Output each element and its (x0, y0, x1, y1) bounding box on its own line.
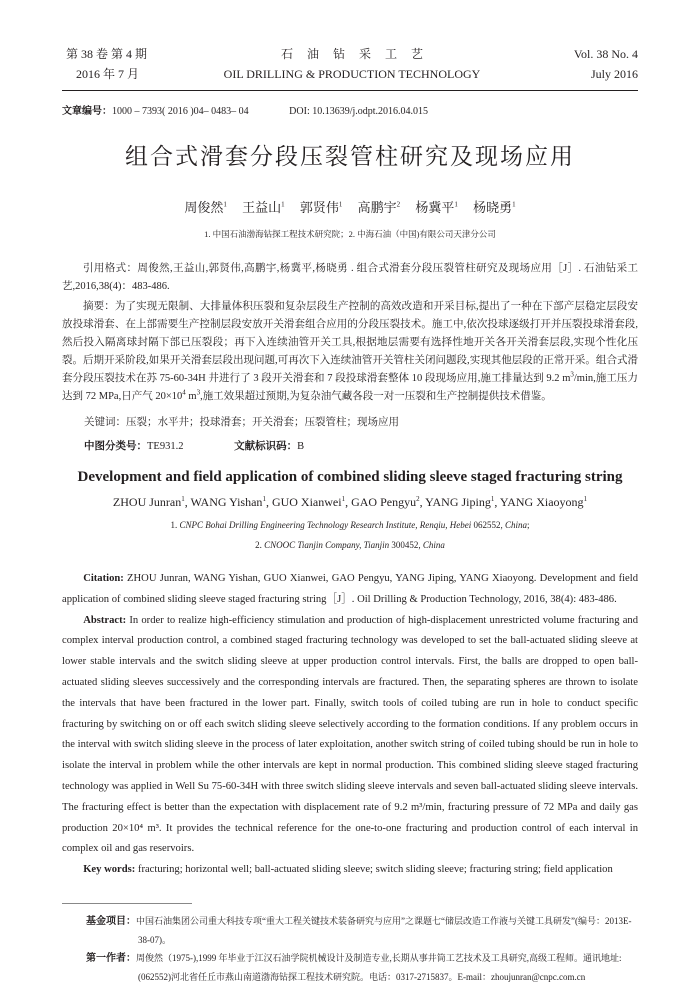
volume-issue-en: Vol. 38 No. 4 (573, 47, 638, 61)
citation-en-text: ZHOU Junran, WANG Yishan, GUO Xianwei, GAO Pengyu, YANG Jiping, YANG Xiaoyong. Development and field application of combined sliding sleeve staged fracturing string［J］. Oil Drilling & Production Technology, 2016, 38(4): 483-486. (62, 573, 638, 605)
journal-name-en: OIL DRILLING & PRODUCTION TECHNOLOGY (223, 67, 481, 81)
author-en: ZHOU Junran$^1$, (112, 495, 191, 509)
article-no-label: 文章编号： (62, 106, 112, 117)
citation-cn-text: 周俊然,王益山,郭贤伟,高鹏宇,杨冀平,杨晓勇 . 组合式滑套分段压裂管柱研究及现场应用［J］. 石油钻采工艺,2016,38(4)：483-486. (62, 263, 639, 292)
authors-cn (62, 199, 638, 217)
clc-label: 中图分类号： (84, 440, 147, 452)
author-cn: 周俊然$^1$ (184, 200, 227, 215)
title-cn: 组合式滑套分段压裂管柱研究及现场应用 (125, 144, 575, 170)
citation-en (62, 569, 638, 611)
abstract-cn: 摘要：为了实现无限制、大排量体积压裂和复杂层段生产控制的高效改造和开采目标,提出了一种在下部产层稳定层段安放投球滑套、在上部需要生产控制层段安放开关滑套组合应用的分段压裂技术。施工中,依次投球逐级打开并压裂投球滑套段,然后投入隔离球封隔下部已压裂段；再下入连续油管开关工具,根据地层需要有选择性地开关各开关滑套层段,实现个性化压裂。后期开采阶段,如果开关滑套层段出现问题,可再次下入连续油管开关管柱关闭问题段,实现其他层段的正常开采。组合式滑套分段压裂技术在苏 75-60-34H 井进行了 3 段开关滑套和 7 段投球滑套整体 10 段现场应用,施工排量达到 9.2 $m^3/\min$,施工压力达到 72 MPa,日产气 $20\times 10^4$ $m^3$,施工效果超过预期,为复杂油气藏各段一对一压裂和生产控制提供技术借鉴。 (62, 301, 639, 402)
running-header (62, 44, 638, 84)
citation-en-label: Citation: (83, 573, 124, 584)
date-en: July 2016 (590, 67, 638, 81)
affiliation-en-2: 2. CNOOC Tianjin Company, Tianjin 300452, China (255, 540, 445, 550)
author-cn: 高鹏宇$^2$ (357, 200, 401, 215)
affiliation-en-1: 1. CNPC Bohai Drilling Engineering Technology Research Institute, Renqiu, Hebei 062552, China; (170, 520, 530, 530)
classification (62, 438, 638, 455)
keywords-en (62, 860, 638, 881)
author-en: GAO Pengyu$^2$, (351, 495, 426, 509)
citation-cn-label: 引用格式： (83, 262, 138, 274)
footnote-rule (62, 903, 192, 904)
footnote-first-author (86, 949, 638, 986)
volume-issue-cn: 第 38 卷 第 4 期 (66, 47, 148, 61)
article-no: 1000 – 7393( 2016 )04– 0483– 04 (112, 106, 249, 117)
header-rule (62, 90, 638, 91)
clc-code: TE931.2 (147, 441, 184, 452)
journal-name-cn: 石油钻采工艺 (280, 47, 437, 61)
author-en: GUO Xianwei$^1$, (271, 495, 352, 509)
keywords-en-text: fracturing; horizontal well; ball-actuated sliding sleeve; switch sliding sleeve; fracturing string; field application (135, 864, 613, 876)
author-en: YANG Xiaoyong$^1$ (499, 495, 588, 509)
author-cn: 杨晓勇$^1$ (473, 200, 516, 215)
keywords-cn-text: 压裂；水平井；投球滑套；开关滑套；压裂管柱；现场应用 (126, 416, 399, 428)
abstract-en (62, 611, 638, 861)
header-right (508, 44, 638, 84)
author-en: WANG Yishan$^1$, (190, 495, 272, 509)
keywords-en-label: Key words: (83, 864, 136, 876)
abstract-cn-label: 摘要： (83, 301, 115, 312)
first-author-label: 第一作者： (86, 952, 136, 964)
header-center (196, 44, 508, 84)
footnote-fund (86, 912, 638, 949)
affiliations-cn: 1. 中国石油渤海钻探工程技术研究院；2. 中海石油（中国)有限公司天津分公司 (204, 229, 496, 239)
title-en: Development and field application of combined sliding sleeve staged fracturing string (77, 469, 623, 485)
fund-text: 中国石油集团公司重大科技专项“重大工程关键技术装备研究与应用”之课题七“储层改造工作液与关键工具研发”(编号：2013E-38-07)。 (136, 915, 632, 945)
date-cn: 2016 年 7 月 (76, 67, 140, 81)
abstract-en-label: Abstract: (83, 614, 127, 626)
article-meta (62, 105, 638, 119)
doc-code: B (297, 441, 305, 452)
header-left (62, 44, 196, 84)
first-author-text: 周俊然（1975-),1999 年毕业于江汉石油学院机械设计及制造专业,长期从事井筒工艺技术及工具研究,高级工程师。通讯地址:(062552)河北省任丘市燕山南道渤海钻探工程技术研究院。电话：0317-2715837。E-mail：zhoujunran@cnpc.com.cn (136, 952, 622, 982)
authors-en (62, 493, 638, 511)
keywords-cn (62, 414, 638, 430)
author-en: YANG Jiping$^1$, (425, 495, 500, 509)
doc-code-label: 文献标识码： (234, 440, 298, 452)
abstract-en-text: In order to realize high-efficiency stimulation and production of high-displacement unrestricted volume fracturing and complex interval production control, a combined staged fracturing technology was developed to set the ball-actuated sliding sleeve at lower stable intervals and the switch sliding sleeve at upper production control intervals. First, the balls are dropped to open ball-actuated sliding sleeves successively and the corresponding intervals are fractured. Then, the separating spheres are thrown to isolate the intervals that have been fractured in the lower part. Finally, switch tools of coiled tubing are run in hole to conduct specific fracturing by switching on or off each switch sliding sleeve selectively according to the formation conditions. If any problem occurs in the interval with switch sliding sleeve in the process of later exploitation, another switch string of coiled tubing should be run in hole to isolate the interval in problem while the other intervals are kept in normal production. This combined sliding sleeve staged fracturing technology was applied in Well Su 75-60-34H with three switch sliding sleeve intervals and seven ball-actuated sliding sleeve intervals. The fracturing effect is better than the expectation with displacement rate of 9.2 m³/min, fracturing pressure of 72 MPa and daily gas production 20×10⁴ m³. It provides the technical reference for the one-to-one fracturing and production control of each interval in complex oil and gas reservoirs. (62, 614, 638, 855)
author-cn: 杨冀平$^1$ (415, 200, 458, 215)
author-cn: 王益山$^1$ (242, 200, 285, 215)
doi[interactable]: DOI: 10.13639/j.odpt.2016.04.015 (289, 106, 429, 117)
citation-cn (62, 259, 638, 296)
fund-label: 基金项目： (86, 915, 136, 927)
author-cn: 郭贤伟$^1$ (299, 200, 343, 215)
keywords-cn-label: 关键词： (84, 416, 126, 428)
